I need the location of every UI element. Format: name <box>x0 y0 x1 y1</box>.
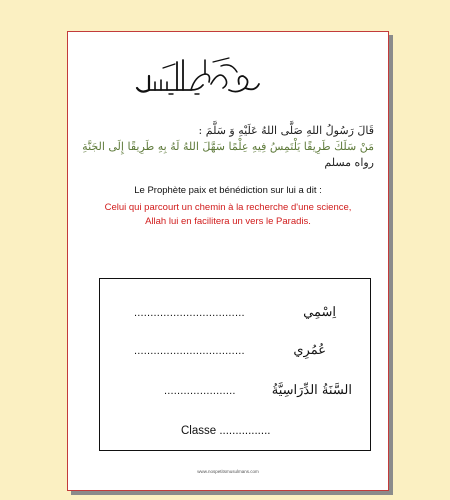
name-label: اِسْمِي <box>303 305 336 320</box>
basmala-calligraphy <box>133 54 263 96</box>
age-label: عُمُرِي <box>293 343 326 358</box>
hadith-french-line-2: Allah lui en facilitera un vers le Paradis. <box>145 216 311 227</box>
hadith-text-arabic: مَنْ سَلَكَ طَرِيقًا يَلْتَمِسُ فِيهِ عِلْمًا سَهَّلَ اللهُ لَهُ بِهِ طَرِيقًا إِلَى الجَنَّةِ <box>82 140 374 153</box>
age-field[interactable]: .................................. <box>134 345 245 357</box>
school-year-field[interactable]: ...................... <box>164 385 236 397</box>
school-year-label: السَّنَةُ الدِّرَاسِيَّةُ <box>271 383 352 398</box>
hadith-intro-arabic: قَالَ رَسُولُ اللهِ صَلَّى اللهُ عَلَيْهِ وَ سَلَّمَ : <box>198 124 374 137</box>
hadith-french-line-1: Celui qui parcourt un chemin à la recherche d'une science, <box>104 202 352 213</box>
hadith-source-arabic: رواه مسلم <box>324 156 374 169</box>
hadith-french-title: Le Prophète paix et bénédiction sur lui a dit : <box>134 185 322 196</box>
basmala-calligraphy-graphic <box>133 54 263 96</box>
student-info-box <box>99 278 371 451</box>
website-footer: www.nospetitsmusulmans.com <box>197 469 259 474</box>
document-page <box>67 31 389 491</box>
classe-field[interactable]: Classe ................ <box>181 425 271 437</box>
name-field[interactable]: .................................. <box>134 307 245 319</box>
